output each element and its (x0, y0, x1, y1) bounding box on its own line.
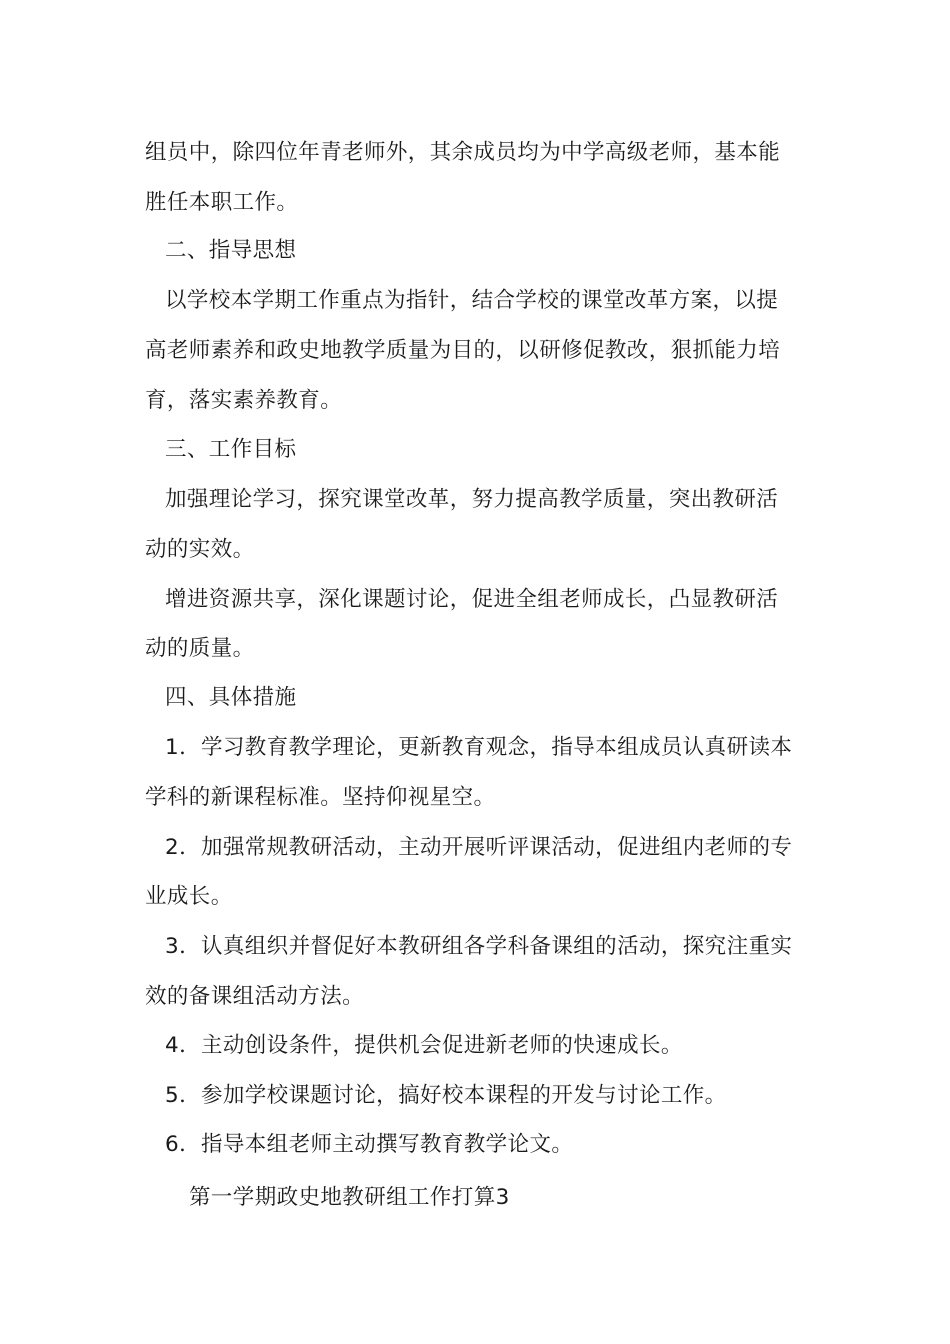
list-item: 5．参加学校课题讨论，搞好校本课程的开发与讨论工作。 (165, 1083, 727, 1108)
list-item: 4．主动创设条件，提供机会促进新老师的快速成长。 (165, 1033, 683, 1058)
list-item: 6．指导本组老师主动撰写教育教学论文。 (165, 1132, 574, 1157)
list-item: 2．加强常规教研活动，主动开展听评课活动，促进组内老师的专 (165, 835, 793, 860)
section-heading: 二、指导思想 (165, 238, 297, 263)
paragraph-line: 胜任本职工作。 (145, 190, 299, 215)
paragraph-line: 增进资源共享，深化课题讨论，促进全组老师成长，凸显教研活 (165, 587, 779, 612)
paragraph-line: 组员中，除四位年青老师外，其余成员均为中学高级老师，基本能 (145, 140, 781, 165)
paragraph-line: 加强理论学习，探究课堂改革，努力提高教学质量，突出教研活 (165, 487, 779, 512)
paragraph-line: 动的质量。 (145, 636, 255, 661)
paragraph-line: 学科的新课程标准。坚持仰视星空。 (145, 785, 496, 810)
paragraph-line: 以学校本学期工作重点为指针，结合学校的课堂改革方案，以提 (165, 288, 779, 313)
document-title: 第一学期政史地教研组工作打算3 (189, 1185, 510, 1210)
list-item: 3．认真组织并督促好本教研组各学科备课组的活动，探究注重实 (165, 934, 793, 959)
paragraph-line: 高老师素养和政史地教学质量为目的，以研修促教改，狠抓能力培 (145, 338, 781, 363)
section-heading: 四、具体措施 (165, 685, 297, 710)
paragraph-line: 业成长。 (145, 884, 233, 909)
list-item: 1．学习教育教学理论，更新教育观念，指导本组成员认真研读本 (165, 735, 793, 760)
paragraph-line: 育，落实素养教育。 (145, 388, 343, 413)
paragraph-line: 动的实效。 (145, 537, 255, 562)
section-heading: 三、工作目标 (165, 437, 297, 462)
paragraph-line: 效的备课组活动方法。 (145, 984, 365, 1009)
